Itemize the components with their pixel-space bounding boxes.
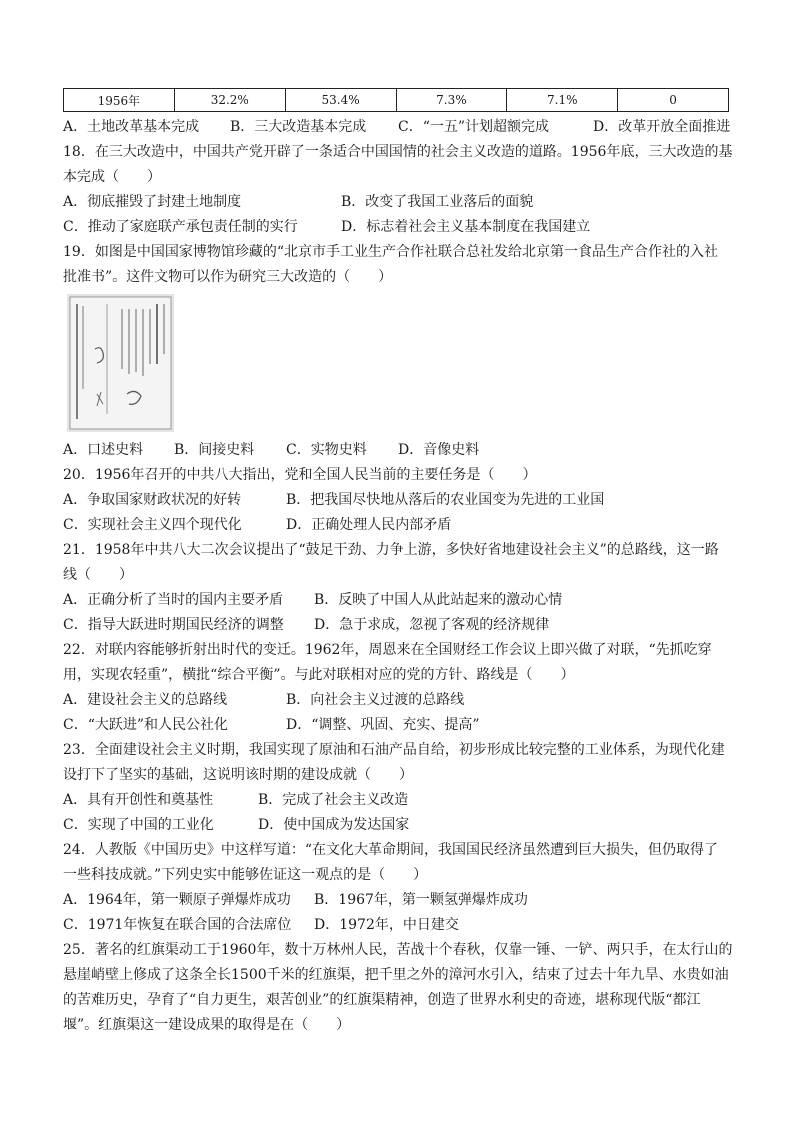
q17-options: [63, 115, 733, 140]
q24-stem-line: 一些科技成就。”下列史实中能够佐证这一观点的是（ ）: [63, 867, 428, 883]
table-cell: 1956年: [64, 89, 175, 112]
q19-options: [63, 438, 733, 463]
q23-option-d[interactable]: D．使中国成为发达国家: [258, 817, 410, 833]
q21-stem-line: 线（ ）: [63, 567, 133, 583]
q19-stem-line: 批准书”。这件文物可以作为研究三大改造的（ ）: [63, 269, 393, 285]
q17-option-c[interactable]: C．“一五”计划超额完成: [398, 119, 550, 135]
q25-stem-line: 悬崖峭壁上修成了这条全长1500千米的红旗渠，把千里之外的漳河水引入，结束了过去十年九旱、水贵如油: [63, 967, 729, 983]
q18-option-c[interactable]: C．推动了家庭联产承包责任制的实行: [63, 219, 298, 235]
table-cell: 7.3%: [396, 89, 507, 112]
q21-option-b[interactable]: B．反映了中国人从此站起来的激动心情: [314, 592, 563, 608]
q22-option-c[interactable]: C．“大跃进”和人民公社化: [63, 717, 229, 733]
q24-options-row: [63, 888, 733, 913]
q19-option-a[interactable]: A．口述史料: [63, 442, 144, 458]
q20-option-b[interactable]: B．把我国尽快地从落后的农业国变为先进的工业国: [286, 492, 605, 508]
q22-stem-line: 用，实现农轻重”，横批“综合平衡”。与此对联相对应的党的方针、路线是（ ）: [63, 667, 575, 683]
q22-option-d[interactable]: D．“调整、巩固、充实、提高”: [286, 717, 480, 733]
q18-option-b[interactable]: B．改变了我国工业落后的面貌: [341, 194, 534, 210]
q24-stem-line: 24．人教版《中国历史》中这样写道：“在文化大革命期间，我国国民经济虽然遭到巨大损失，但仍取得了: [63, 842, 718, 858]
q20-options-row: [63, 488, 733, 513]
q17-option-b[interactable]: B．三大改造基本完成: [230, 119, 367, 135]
q17-option-a[interactable]: A．土地改革基本完成: [63, 119, 200, 135]
q22-option-b[interactable]: B．向社会主义过渡的总路线: [286, 692, 465, 708]
table-cell: 0: [618, 89, 729, 112]
table-cell: 32.2%: [174, 89, 285, 112]
q24-option-c[interactable]: C．1971年恢复在联合国的合法席位: [63, 917, 292, 933]
q20-option-c[interactable]: C．实现社会主义四个现代化: [63, 517, 242, 533]
approval-document-image: [67, 294, 174, 432]
q24-option-a[interactable]: A．1964年，第一颗原子弹爆炸成功: [63, 892, 291, 908]
table-cell: 7.1%: [507, 89, 618, 112]
q25-stem-line: 25．著名的红旗渠动工于1960年，数十万林州人民，苦战十个春秋，仅靠一锤、一铲、两只手，在太行山的: [63, 942, 733, 958]
q23-options-row: [63, 788, 733, 813]
table-cell: 53.4%: [285, 89, 396, 112]
exam-page: [63, 88, 733, 1038]
q18-option-d[interactable]: D．标志着社会主义基本制度在我国建立: [341, 219, 591, 235]
q22-stem-line: 22．对联内容能够折射出时代的变迁。1962年，周恩来在全国财经工作会议上即兴做了对联，“先抓吃穿: [63, 642, 712, 658]
q18-stem-line: 18．在三大改造中，中国共产党开辟了一条适合中国国情的社会主义改造的道路。1956年底，三大改造的基: [63, 144, 733, 160]
q21-options-row: [63, 613, 733, 638]
data-table: [63, 88, 729, 112]
q17-option-d[interactable]: D．改革开放全面推进: [593, 119, 731, 135]
q25-stem-line: 堰”。红旗渠这一建设成果的取得是在（ ）: [63, 1017, 351, 1033]
q20-option-d[interactable]: D．正确处理人民内部矛盾: [286, 517, 452, 533]
document-photo-icon: [67, 294, 174, 432]
q19-option-b[interactable]: B．间接史料: [174, 442, 255, 458]
q21-option-c[interactable]: C．指导大跃进时期国民经济的调整: [63, 617, 284, 633]
q23-option-c[interactable]: C．实现了中国的工业化: [63, 817, 214, 833]
q19-option-d[interactable]: D．音像史料: [398, 442, 480, 458]
q19-stem-line: 19．如图是中国国家博物馆珍藏的“北京市手工业生产合作社联合总社发给北京第一食品生产合作社的入社: [63, 244, 718, 260]
q24-option-b[interactable]: B．1967年，第一颗氢弹爆炸成功: [314, 892, 528, 908]
q25-stem-line: 的苦难历史，孕育了“自力更生，艰苦创业”的红旗渠精神，创造了世界水利史的奇迹，堪称现代版“都江: [63, 992, 701, 1008]
q22-options-row: [63, 688, 733, 713]
q21-option-d[interactable]: D．急于求成，忽视了客观的经济规律: [314, 617, 550, 633]
q20-option-a[interactable]: A．争取国家财政状况的好转: [63, 492, 242, 508]
q23-stem-line: 设打下了坚实的基础，这说明该时期的建设成就（ ）: [63, 767, 413, 783]
q22-option-a[interactable]: A．建设社会主义的总路线: [63, 692, 228, 708]
q23-stem-line: 23．全面建设社会主义时期，我国实现了原油和石油产品自给，初步形成比较完整的工业体系，为现代化建: [63, 742, 725, 758]
q24-option-d[interactable]: D．1972年，中日建交: [314, 917, 459, 933]
q19-option-c[interactable]: C．实物史料: [286, 442, 367, 458]
q18-stem-line: 本完成（ ）: [63, 169, 161, 185]
table-row: [64, 89, 729, 112]
q18-options-row: [63, 190, 733, 215]
q23-option-a[interactable]: A．具有开创性和奠基性: [63, 792, 214, 808]
q20-options-row: [63, 513, 733, 538]
q18-options-row: [63, 215, 733, 240]
q21-options-row: [63, 588, 733, 613]
q22-options-row: [63, 713, 733, 738]
q18-option-a[interactable]: A．彻底摧毁了封建土地制度: [63, 194, 242, 210]
q20-stem-line: 20．1956年召开的中共八大指出，党和全国人民当前的主要任务是（ ）: [63, 467, 537, 483]
q23-option-b[interactable]: B．完成了社会主义改造: [258, 792, 409, 808]
q21-option-a[interactable]: A．正确分析了当时的国内主要矛盾: [63, 592, 284, 608]
q24-options-row: [63, 913, 733, 938]
q21-stem-line: 21．1958年中共八大二次会议提出了“鼓足干劲、力争上游，多快好省地建设社会主义”的总路线，这一路: [63, 542, 719, 558]
q23-options-row: [63, 813, 733, 838]
